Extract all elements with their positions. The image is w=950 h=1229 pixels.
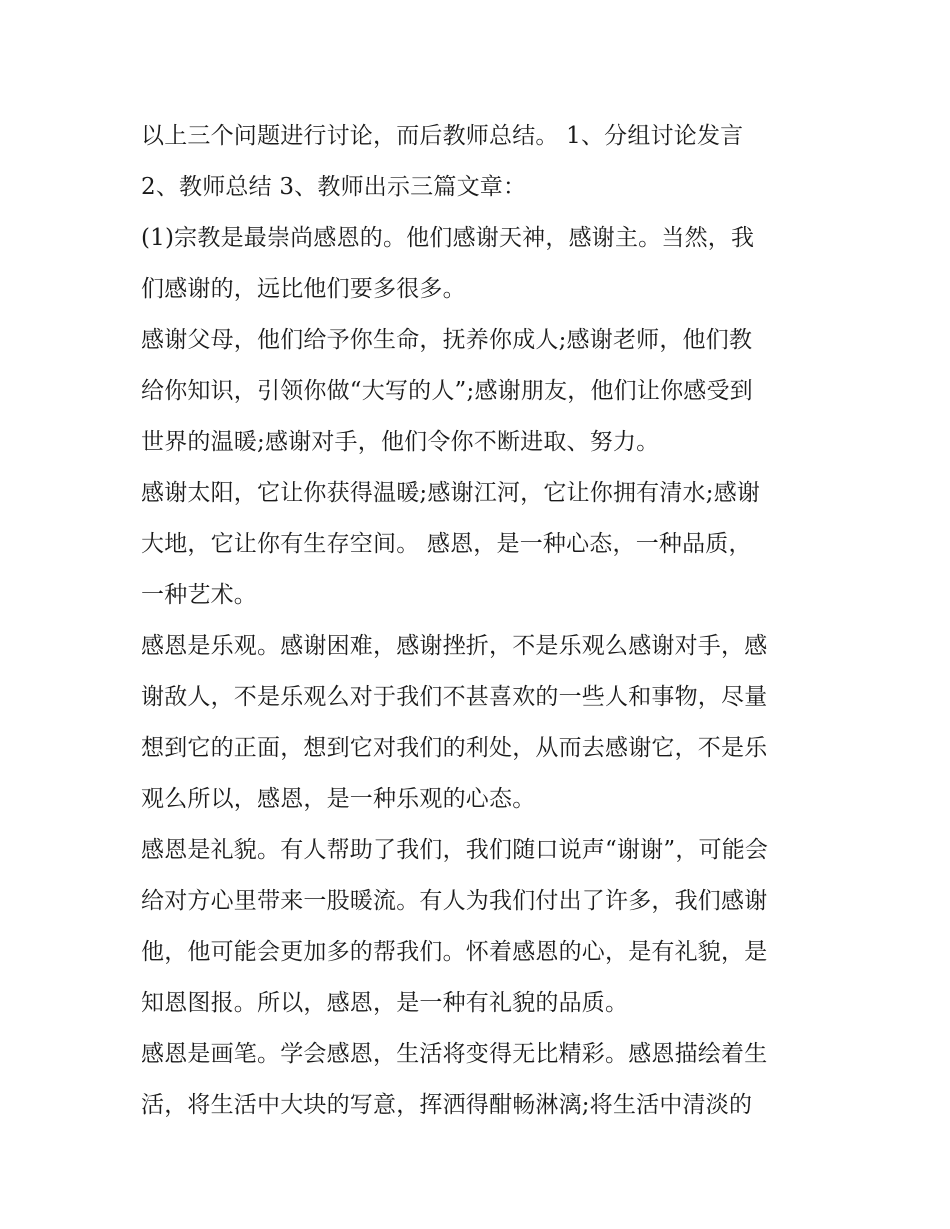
text-line: 感恩是礼貌。有人帮助了我们，我们随口说声“谢谢”，可能会	[141, 837, 769, 863]
text-line: 感恩是画笔。学会感恩，生活将变得无比精彩。感恩描绘着生	[141, 1041, 768, 1067]
text-line: 活，将生活中大块的写意，挥洒得酣畅淋漓;将生活中清淡的	[141, 1092, 753, 1118]
text-line: 感谢太阳，它让你获得温暖;感谢江河，它让你拥有清水;感谢	[141, 480, 761, 506]
text-line: 他，他可能会更加多的帮我们。怀着感恩的心，是有礼貌，是	[141, 939, 768, 965]
text-line: 大地，它让你有生存空间。 感恩，是一种心态，一种品质，	[141, 531, 752, 557]
text-line: 们感谢的，远比他们要多很多。	[141, 276, 466, 302]
text-line: 感谢父母，他们给予你生命，抚养你成人;感谢老师，他们教	[141, 327, 753, 353]
text-line: (1)宗教是最崇尚感恩的。他们感谢天神，感谢主。当然，我	[141, 225, 755, 251]
text-line: 观么所以，感恩，是一种乐观的心态。	[141, 786, 536, 812]
text-line: 一种艺术。	[141, 582, 257, 608]
text-line: 给你知识，引领你做“大写的人”;感谢朋友，他们让你感受到	[141, 378, 753, 404]
text-line: 感恩是乐观。感谢困难，感谢挫折，不是乐观么感谢对手，感	[141, 633, 768, 659]
text-line: 2、教师总结 3、教师出示三篇文章：	[141, 174, 527, 200]
text-line: 给对方心里带来一股暖流。有人为我们付出了许多，我们感谢	[141, 888, 768, 914]
document-page	[141, 111, 821, 1131]
text-line: 以上三个问题进行讨论，而后教师总结。 1、分组讨论发言	[141, 123, 744, 149]
text-line: 想到它的正面，想到它对我们的利处，从而去感谢它，不是乐	[141, 735, 768, 761]
text-line: 谢敌人，不是乐观么对于我们不甚喜欢的一些人和事物，尽量	[141, 684, 768, 710]
text-line: 世界的温暖;感谢对手，他们令你不断进取、努力。	[141, 429, 660, 455]
text-line: 知恩图报。所以，感恩，是一种有礼貌的品质。	[141, 990, 629, 1016]
